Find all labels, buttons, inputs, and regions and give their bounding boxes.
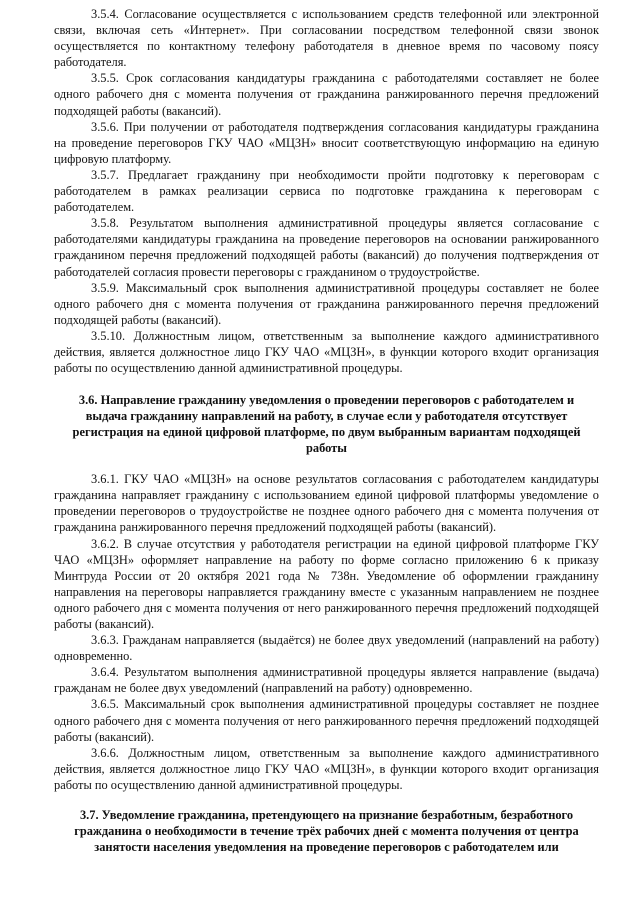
document-page <box>54 6 599 855</box>
paragraph-3-6-2: 3.6.2. В случае отсутствия у работодателя регистрации на единой цифровой платформе ГКУ ЧАО «МЦЗН» оформляет направление на работу по форме согласно приложению 6 к приказу Минтруда России от 20 октября 2021 года № 738н. Уведомление об оформлении гражданину направления на переговоры направляется гражданину вместе с указанным направлением не позднее одного рабочего дня с момента получения от него ранжированного перечня предложений подходящей работы (вакансий). <box>54 536 599 631</box>
paragraph-3-5-10: 3.5.10. Должностным лицом, ответственным за выполнение каждого административного действия, является должностное лицо ГКУ ЧАО «МЦЗН», в функции которого входит организация работы по осуществлению данной административной процедуры. <box>54 328 599 376</box>
section-3-6-paragraphs <box>54 471 599 793</box>
paragraph-3-5-9: 3.5.9. Максимальный срок выполнения административной процедуры составляет не более одного рабочего дня с момента получения от гражданина ранжированного перечня предложений подходящей работы (вакансий). <box>54 280 599 327</box>
paragraph-3-6-6: 3.6.6. Должностным лицом, ответственным за выполнение каждого административного действия, является должностное лицо ГКУ ЧАО «МЦЗН», в функции которого входит организация работы по осуществлению данной административной процедуры. <box>54 745 599 792</box>
section-heading-3-6: 3.6. Направление гражданину уведомления о проведении переговоров с работодателем и выдача гражданину направлений на работу, в случае если у работодателя отсутствует регистрация на единой цифровой платформе, по двум выбранным вариантам подходящей работы <box>72 393 581 456</box>
paragraph-3-5-4: 3.5.4. Согласование осуществляется с использованием средств телефонной или электронной связи, включая сеть «Интернет». При согласовании посредством телефонной связи звонок осуществляется по контактному телефону работодателя в дневное время по часовому поясу работодателя. <box>54 7 599 70</box>
paragraph-3-6-4: 3.6.4. Результатом выполнения административной процедуры является направление (выдача) гражданам не более двух уведомлений (направлений на работу) одновременно. <box>54 665 599 696</box>
paragraph-3-6-3: 3.6.3. Гражданам направляется (выдаётся) не более двух уведомлений (направлений на работу) одновременно. <box>54 633 599 664</box>
section-heading-3-7: 3.7. Уведомление гражданина, претендующего на признание безработным, безработного гражданина о необходимости в течение трёх рабочих дней с момента получения от центра занятости населения уведомления на проведение переговоров с работодателем или <box>74 808 579 855</box>
paragraph-3-6-1: 3.6.1. ГКУ ЧАО «МЦЗН» на основе результатов согласования с работодателем кандидатуры гражданина направляет гражданину с использованием единой цифровой платформы уведомление о проведении переговоров о трудоустройстве не позднее одного рабочего дня с момента получения от гражданина ранжированного перечня предложений подходящей работы (вакансий). <box>54 472 599 535</box>
paragraph-3-5-7: 3.5.7. Предлагает гражданину при необходимости пройти подготовку к переговорам с работодателем в рамках реализации сервиса по подготовке гражданина к переговорам с работодателем. <box>54 167 599 215</box>
paragraph-3-5-5: 3.5.5. Срок согласования кандидатуры гражданина с работодателями составляет не более одного рабочего дня с момента получения от гражданина ранжированного перечня предложений подходящей работы (вакансий). <box>54 71 599 118</box>
paragraph-3-5-8: 3.5.8. Результатом выполнения административной процедуры является согласование с работодателями кандидатуры гражданина на проведение переговоров на основании ранжированного гражданином перечня предложений подходящей работы (вакансий) до получения подтверждения от работодателей согласия провести переговоры с гражданином о трудоустройстве. <box>54 216 599 279</box>
section-3-5-paragraphs <box>54 6 599 376</box>
paragraph-3-6-5: 3.6.5. Максимальный срок выполнения административной процедуры составляет не позднее одного рабочего дня с момента получения от него ранжированного перечня предложений подходящей работы (вакансий). <box>54 697 599 744</box>
paragraph-3-5-6: 3.5.6. При получении от работодателя подтверждения согласования кандидатуры гражданина на проведение переговоров ГКУ ЧАО «МЦЗН» вносит соответствующую информацию на единую цифровую платформу. <box>54 119 599 166</box>
